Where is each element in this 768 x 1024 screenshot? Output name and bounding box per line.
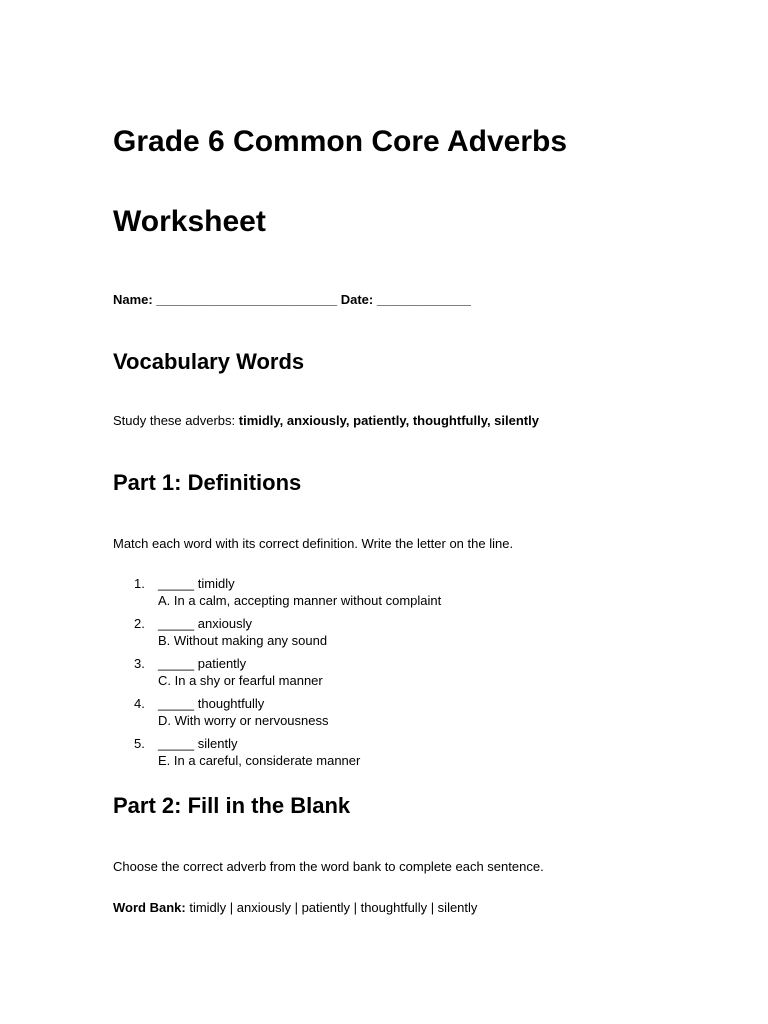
worksheet-title-line-1: Grade 6 Common Core Adverbs [113, 125, 567, 158]
list-item [113, 615, 673, 655]
vocabulary-intro: Study these adverbs: [113, 413, 239, 428]
item-definition: B. Without making any sound [158, 633, 328, 648]
item-definition: A. In a calm, accepting manner without complaint [158, 593, 442, 608]
item-number: 4. [134, 696, 145, 711]
item-definition: E. In a careful, considerate manner [158, 753, 361, 768]
item-number: 2. [134, 616, 145, 631]
name-date-line: Name: _________________________ Date: _____________ [113, 292, 471, 307]
vocabulary-paragraph [113, 412, 539, 430]
part2-instructions: Choose the correct adverb from the word bank to complete each sentence. [113, 859, 544, 874]
vocabulary-word-list: timidly, anxiously, patiently, thoughtfully, silently [238, 413, 539, 428]
part1-instructions: Match each word with its correct definition. Write the letter on the line. [113, 536, 514, 551]
vocabulary-heading: Vocabulary Words [113, 349, 305, 374]
definition-list [113, 575, 673, 775]
item-definition: D. With worry or nervousness [158, 713, 329, 728]
item-number: 5. [134, 736, 145, 751]
list-item [113, 735, 673, 775]
word-bank-label: Word Bank: [113, 900, 186, 915]
word-bank-words: timidly | anxiously | patiently | thoughtfully | silently [185, 900, 478, 915]
worksheet-title-line-2: Worksheet [113, 205, 266, 238]
word-bank [113, 899, 477, 917]
item-number: 3. [134, 656, 145, 671]
item-word: _____ thoughtfully [158, 696, 265, 711]
item-definition: C. In a shy or fearful manner [158, 673, 323, 688]
item-word: _____ silently [158, 736, 238, 751]
list-item [113, 695, 673, 735]
item-word: _____ patiently [158, 656, 247, 671]
part1-heading: Part 1: Definitions [113, 470, 302, 495]
item-word: _____ timidly [158, 576, 235, 591]
item-word: _____ anxiously [158, 616, 252, 631]
list-item [113, 575, 673, 615]
item-number: 1. [134, 576, 145, 591]
list-item [113, 655, 673, 695]
part2-heading: Part 2: Fill in the Blank [113, 793, 351, 818]
